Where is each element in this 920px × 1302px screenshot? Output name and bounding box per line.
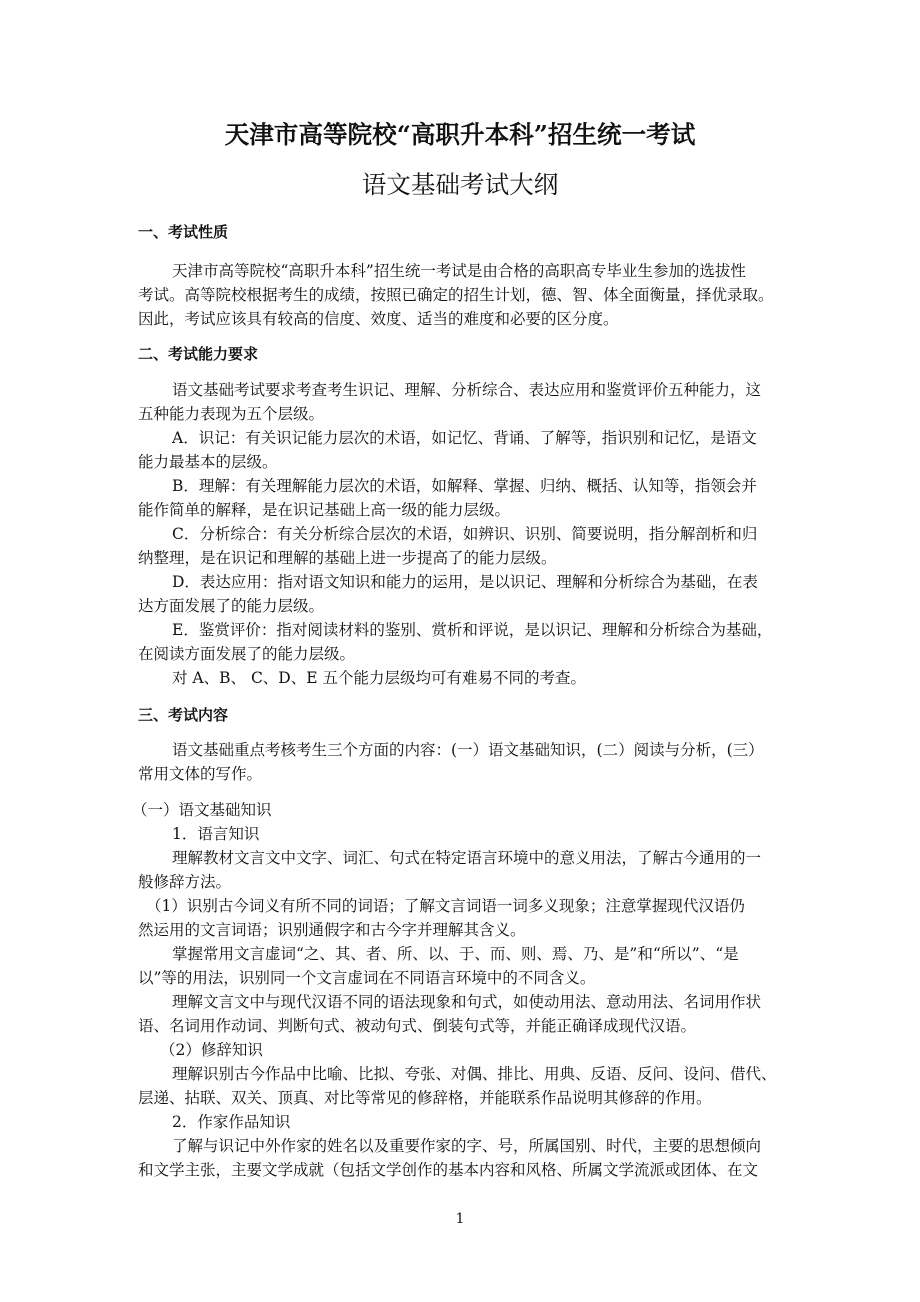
paragraph-line: 天津市高等院校“高职升本科”招生统一考试是由合格的高职高专毕业生参加的选拔性: [172, 262, 746, 280]
paragraph-line: 理解识别古今作品中比喻、比拟、夸张、对偶、排比、用典、反语、反问、设问、借代、: [172, 1065, 777, 1083]
paragraph-line: B．理解：有关理解能力层次的术语，如解释、掌握、归纳、概括、认知等，指领会并: [172, 477, 757, 495]
paragraph-line: 理解教材文言文中文字、词汇、句式在特定语言环境中的意义用法，了解古今通用的一: [172, 849, 762, 867]
paragraph-line: 和文学主张，主要文学成就（包括文学创作的基本内容和风格、所属文学流派或团体、在文: [138, 1161, 759, 1179]
paragraph-line: 语、名词用作动词、判断句式、被动句式、倒装句式等，并能正确译成现代汉语。: [138, 1017, 697, 1035]
section-heading-1: 一、考试性质: [138, 223, 229, 241]
paragraph-line: 五种能力表现为五个层级。: [138, 405, 325, 423]
paragraph-line: 对 A、B、 C、D、E 五个能力层级均可有难易不同的考查。: [172, 669, 586, 687]
paragraph-line: 然运用的文言词语；识别通假字和古今字并理解其含义。: [138, 921, 526, 939]
paragraph-line: 纳整理，是在识记和理解的基础上进一步提高了的能力层级。: [138, 549, 557, 567]
paragraph-line: 掌握常用文言虚词“之、其、者、所、以、于、而、则、焉、乃、是”和“所以”、“是: [172, 945, 739, 963]
paragraph-line: C．分析综合：有关分析综合层次的术语，如辨识、识别、简要说明，指分解剖析和归: [172, 525, 758, 543]
paragraph-line: 理解文言文中与现代汉语不同的语法现象和句式，如使动用法、意动用法、名词用作状: [172, 993, 762, 1011]
paragraph-line: 在阅读方面发展了的能力层级。: [138, 645, 356, 663]
paragraph-line: 考试。高等院校根据考生的成绩，按照已确定的招生计划，德、智、体全面衡量，择优录取。: [138, 286, 774, 304]
subsection-heading: （2）修辞知识: [160, 1041, 263, 1059]
section-heading-2: 二、考试能力要求: [138, 345, 259, 363]
paragraph-line: 以”等的用法，识别同一个文言虚词在不同语言环境中的不同含义。: [138, 969, 596, 987]
paragraph-line: 层递、拈联、双关、顶真、对比等常见的修辞格，并能联系作品说明其修辞的作用。: [138, 1089, 712, 1107]
paragraph-line: 因此，考试应该具有较高的信度、效度、适当的难度和必要的区分度。: [138, 310, 619, 328]
subsection-heading: 1．语言知识: [172, 825, 260, 843]
paragraph-line: E．鉴赏评价：指对阅读材料的鉴别、赏析和评说，是以识记、理解和分析综合为基础，: [172, 621, 773, 639]
paragraph-line: （1）识别古今词义有所不同的词语；了解文言词语一词多义现象；注意掌握现代汉语仍: [146, 897, 745, 915]
subsection-heading: （一）语文基础知识: [132, 801, 272, 819]
paragraph-line: 般修辞方法。: [138, 873, 232, 891]
doc-subtitle: 语文基础考试大纲: [361, 170, 559, 199]
paragraph-line: 语文基础考试要求考查考生识记、理解、分析综合、表达应用和鉴赏评价五种能力，这: [172, 381, 762, 399]
paragraph-line: D．表达应用：指对语文知识和能力的运用，是以识记、理解和分析综合为基础，在表: [172, 573, 758, 591]
paragraph-line: 能作简单的解释，是在识记基础上高一级的能力层级。: [138, 501, 511, 519]
subsection-heading: 2．作家作品知识: [172, 1113, 291, 1131]
doc-title: 天津市高等院校“高职升本科”招生统一考试: [224, 120, 696, 149]
paragraph-line: 能力最基本的层级。: [138, 453, 278, 471]
page-number: 1: [455, 1211, 465, 1227]
paragraph-line: 语文基础重点考核考生三个方面的内容：(一）语文基础知识，(二）阅读与分析，(三）: [172, 741, 764, 759]
section-heading-3: 三、考试内容: [138, 706, 229, 724]
paragraph-line: 达方面发展了的能力层级。: [138, 597, 325, 615]
paragraph-line: 常用文体的写作。: [138, 765, 263, 783]
paragraph-line: A．识记：有关识记能力层次的术语，如记忆、背诵、了解等，指识别和记忆，是语文: [172, 429, 757, 447]
paragraph-line: 了解与识记中外作家的姓名以及重要作家的字、号，所属国别、时代，主要的思想倾向: [172, 1137, 762, 1155]
